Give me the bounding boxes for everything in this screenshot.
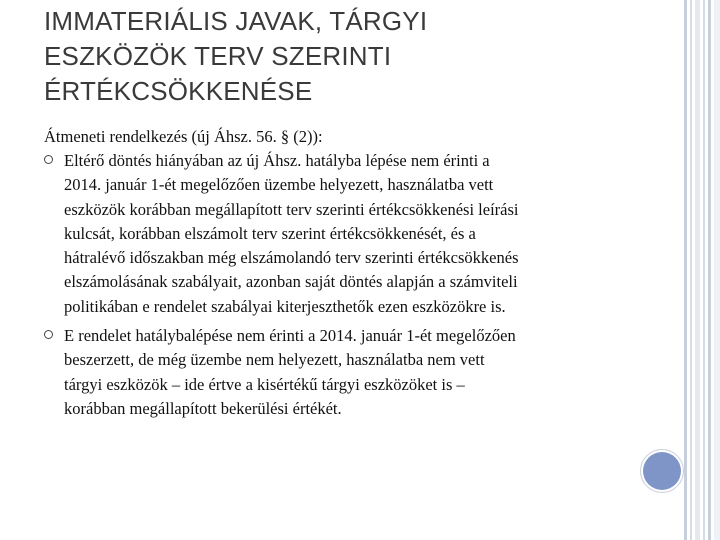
bullet-text-line: hátralévő időszakban még elszámolandó terv szerinti értékcsökkenés	[64, 248, 519, 268]
bullet-text-line: beszerzett, de még üzembe nem helyezett, használatba nem vett	[64, 350, 485, 370]
slide-title	[44, 4, 664, 109]
decorative-rule	[714, 0, 720, 540]
circle-bullet-icon	[44, 330, 53, 339]
bullet-text-line: Eltérő döntés hiányában az új Áhsz. hatályba lépése nem érinti a	[64, 151, 490, 170]
bullet-text-line: elszámolásának szabályait, azonban saját döntés alapján a számviteli	[64, 272, 518, 292]
title-line: IMMATERIÁLIS JAVAK, TÁRGYI	[44, 6, 428, 36]
bullet-text-line: korábban megállapított bekerülési értékét.	[64, 398, 342, 418]
bullet-text-line: politikában e rendelet szabályai kiterjeszthetők ezen eszközökre is.	[64, 296, 506, 316]
decorative-rule	[690, 0, 692, 540]
decorative-circle	[643, 452, 681, 490]
decorative-rule	[695, 0, 700, 540]
title-line: ÉRTÉKCSÖKKENÉSE	[44, 76, 313, 106]
decorative-rule	[703, 0, 705, 540]
bullet-text-line: kulcsát, korábban elszámolt terv szerint értékcsökkenését, és a	[64, 223, 476, 243]
title-line: ESZKÖZÖK TERV SZERINTI	[44, 41, 392, 71]
slide-body	[44, 126, 644, 426]
bullet-item	[44, 149, 644, 319]
bullet-text-line: tárgyi eszközök – ide értve a kisértékű tárgyi eszközöket is –	[64, 374, 465, 394]
decorative-rule	[684, 0, 687, 540]
intro-text: Átmeneti rendelkezés (új Áhsz. 56. § (2)):	[44, 127, 323, 146]
circle-bullet-icon	[44, 155, 53, 164]
bullet-text-line: eszközök korábban megállapított terv szerinti értékcsökkenési leírási	[64, 199, 519, 219]
bullet-text-line: 2014. január 1-ét megelőzően üzembe helyezett, használatba vett	[64, 175, 494, 195]
bullet-text-line: E rendelet hatálybalépése nem érinti a 2014. január 1-ét megelőzően	[64, 326, 516, 346]
decorative-rule	[708, 0, 711, 540]
bullet-item	[44, 324, 644, 421]
